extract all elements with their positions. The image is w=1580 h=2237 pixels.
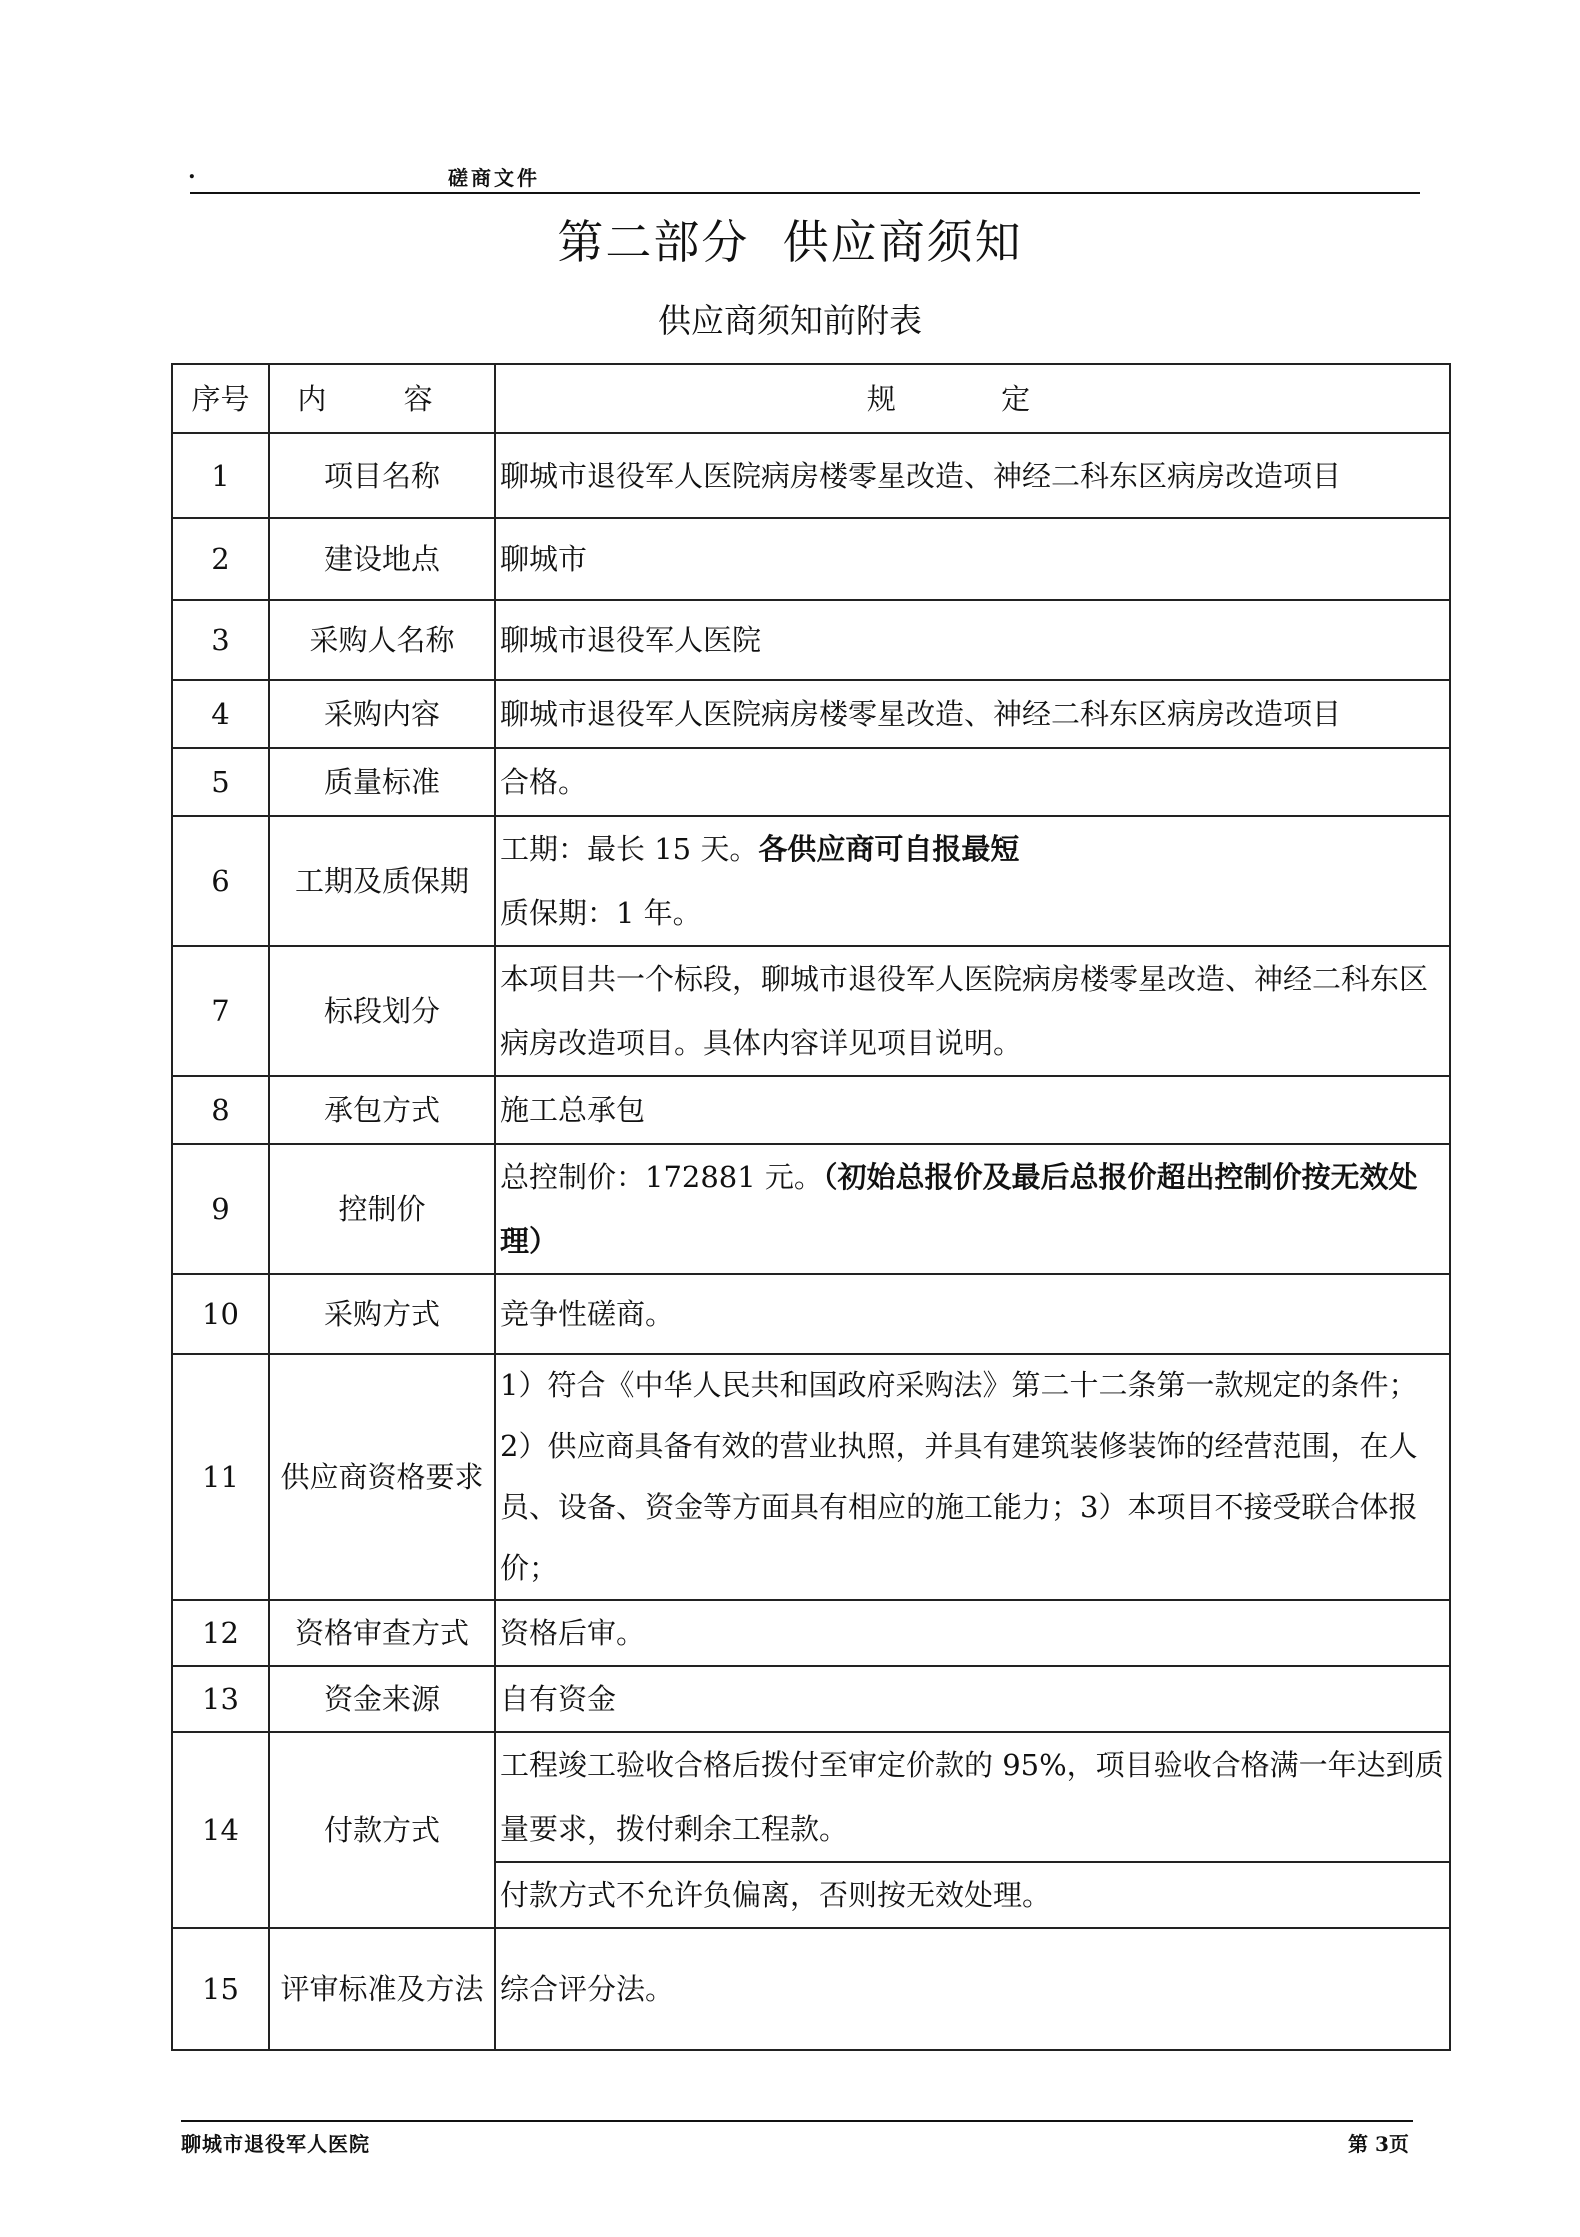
row-spec: 本项目共一个标段，聊城市退役军人医院病房楼零星改造、神经二科东区病房改造项目。具体内容详见项目说明。 — [495, 946, 1450, 1076]
row-number: 9 — [172, 1144, 269, 1274]
page-number: 第 3页 — [1348, 2132, 1409, 2156]
table-row — [172, 1928, 1450, 2050]
row-spec: 综合评分法。 — [495, 1928, 1450, 2050]
table-title: 供应商须知前附表 — [658, 301, 922, 340]
header-cell-item: 内 容 — [269, 364, 495, 433]
row-item: 采购人名称 — [269, 600, 495, 680]
row-number: 6 — [172, 816, 269, 946]
row-spec: 施工总承包 — [495, 1076, 1450, 1144]
spec-text: 总控制价：172881 元。 — [500, 1160, 823, 1194]
table-row — [172, 1600, 1450, 1666]
row-number: 13 — [172, 1666, 269, 1732]
row-number: 15 — [172, 1928, 269, 2050]
row-number: 7 — [172, 946, 269, 1076]
header-dot: . — [188, 158, 196, 184]
table-row — [172, 1076, 1450, 1144]
row-item: 建设地点 — [269, 518, 495, 600]
row-number: 12 — [172, 1600, 269, 1666]
row-item: 资金来源 — [269, 1666, 495, 1732]
row-item: 采购内容 — [269, 680, 495, 748]
row-number: 5 — [172, 748, 269, 816]
row-item: 供应商资格要求 — [269, 1354, 495, 1600]
table-row — [172, 600, 1450, 680]
spec-text: 工期：最长 15 天。 — [500, 832, 759, 866]
row-spec: 竞争性磋商。 — [495, 1274, 1450, 1354]
row-spec: 自有资金 — [495, 1666, 1450, 1732]
row-item: 项目名称 — [269, 433, 495, 518]
table-row — [172, 946, 1450, 1076]
row-item: 控制价 — [269, 1144, 495, 1274]
page-title: 第二部分 供应商须知 — [557, 215, 1023, 269]
row-spec — [495, 1144, 1450, 1274]
row-number: 1 — [172, 433, 269, 518]
row-item: 采购方式 — [269, 1274, 495, 1354]
row-number: 4 — [172, 680, 269, 748]
row-spec: 聊城市退役军人医院 — [495, 600, 1450, 680]
row-spec: 聊城市退役军人医院病房楼零星改造、神经二科东区病房改造项目 — [495, 680, 1450, 748]
row-number: 2 — [172, 518, 269, 600]
spec-bold-text: 各供应商可自报最短 — [758, 832, 1020, 866]
row-number: 10 — [172, 1274, 269, 1354]
row-item: 标段划分 — [269, 946, 495, 1076]
row-spec: 1）符合《中华人民共和国政府采购法》第二十二条第一款规定的条件；2）供应商具备有效的营业执照，并具有建筑装修装饰的经营范围，在人员、设备、资金等方面具有相应的施工能力；3）本项目不接受联合体报价； — [495, 1354, 1450, 1600]
table-row — [172, 433, 1450, 518]
row-spec: 工程竣工验收合格后拨付至审定价款的 95%，项目验收合格满一年达到质量要求，拨付剩余工程款。 — [495, 1732, 1450, 1862]
row-spec — [495, 816, 1450, 946]
table-row — [172, 1666, 1450, 1732]
row-item: 评审标准及方法 — [269, 1928, 495, 2050]
spec-bold-text: （初始总报价及最后总报价超出控制价按无效处理） — [500, 1160, 1418, 1258]
table-row — [172, 680, 1450, 748]
spec-line — [500, 817, 1445, 881]
table-row — [172, 518, 1450, 600]
table-row — [172, 1732, 1450, 1862]
row-item: 承包方式 — [269, 1076, 495, 1144]
footer-organization: 聊城市退役军人医院 — [181, 2132, 370, 2156]
table-row — [172, 1354, 1450, 1600]
row-item: 付款方式 — [269, 1732, 495, 1928]
row-spec: 聊城市退役军人医院病房楼零星改造、神经二科东区病房改造项目 — [495, 433, 1450, 518]
table-row — [172, 1274, 1450, 1354]
row-spec: 聊城市 — [495, 518, 1450, 600]
spec-line: 质保期：1 年。 — [500, 896, 702, 930]
row-number: 3 — [172, 600, 269, 680]
footer-rule — [181, 2120, 1413, 2122]
table-row — [172, 748, 1450, 816]
header-label: 磋商文件 — [448, 166, 540, 190]
row-spec: 资格后审。 — [495, 1600, 1450, 1666]
row-number: 11 — [172, 1354, 269, 1600]
row-item: 工期及质保期 — [269, 816, 495, 946]
row-spec: 合格。 — [495, 748, 1450, 816]
table-row — [172, 816, 1450, 946]
row-item: 质量标准 — [269, 748, 495, 816]
requirements-table — [171, 363, 1451, 2051]
header-cell-no: 序号 — [172, 364, 269, 433]
table-row — [172, 1144, 1450, 1274]
row-spec: 付款方式不允许负偏离，否则按无效处理。 — [495, 1862, 1450, 1928]
row-number: 14 — [172, 1732, 269, 1928]
row-number: 8 — [172, 1076, 269, 1144]
header-rule — [190, 192, 1420, 194]
table-header-row — [172, 364, 1450, 433]
header-cell-spec: 规 定 — [495, 364, 1450, 433]
row-item: 资格审查方式 — [269, 1600, 495, 1666]
